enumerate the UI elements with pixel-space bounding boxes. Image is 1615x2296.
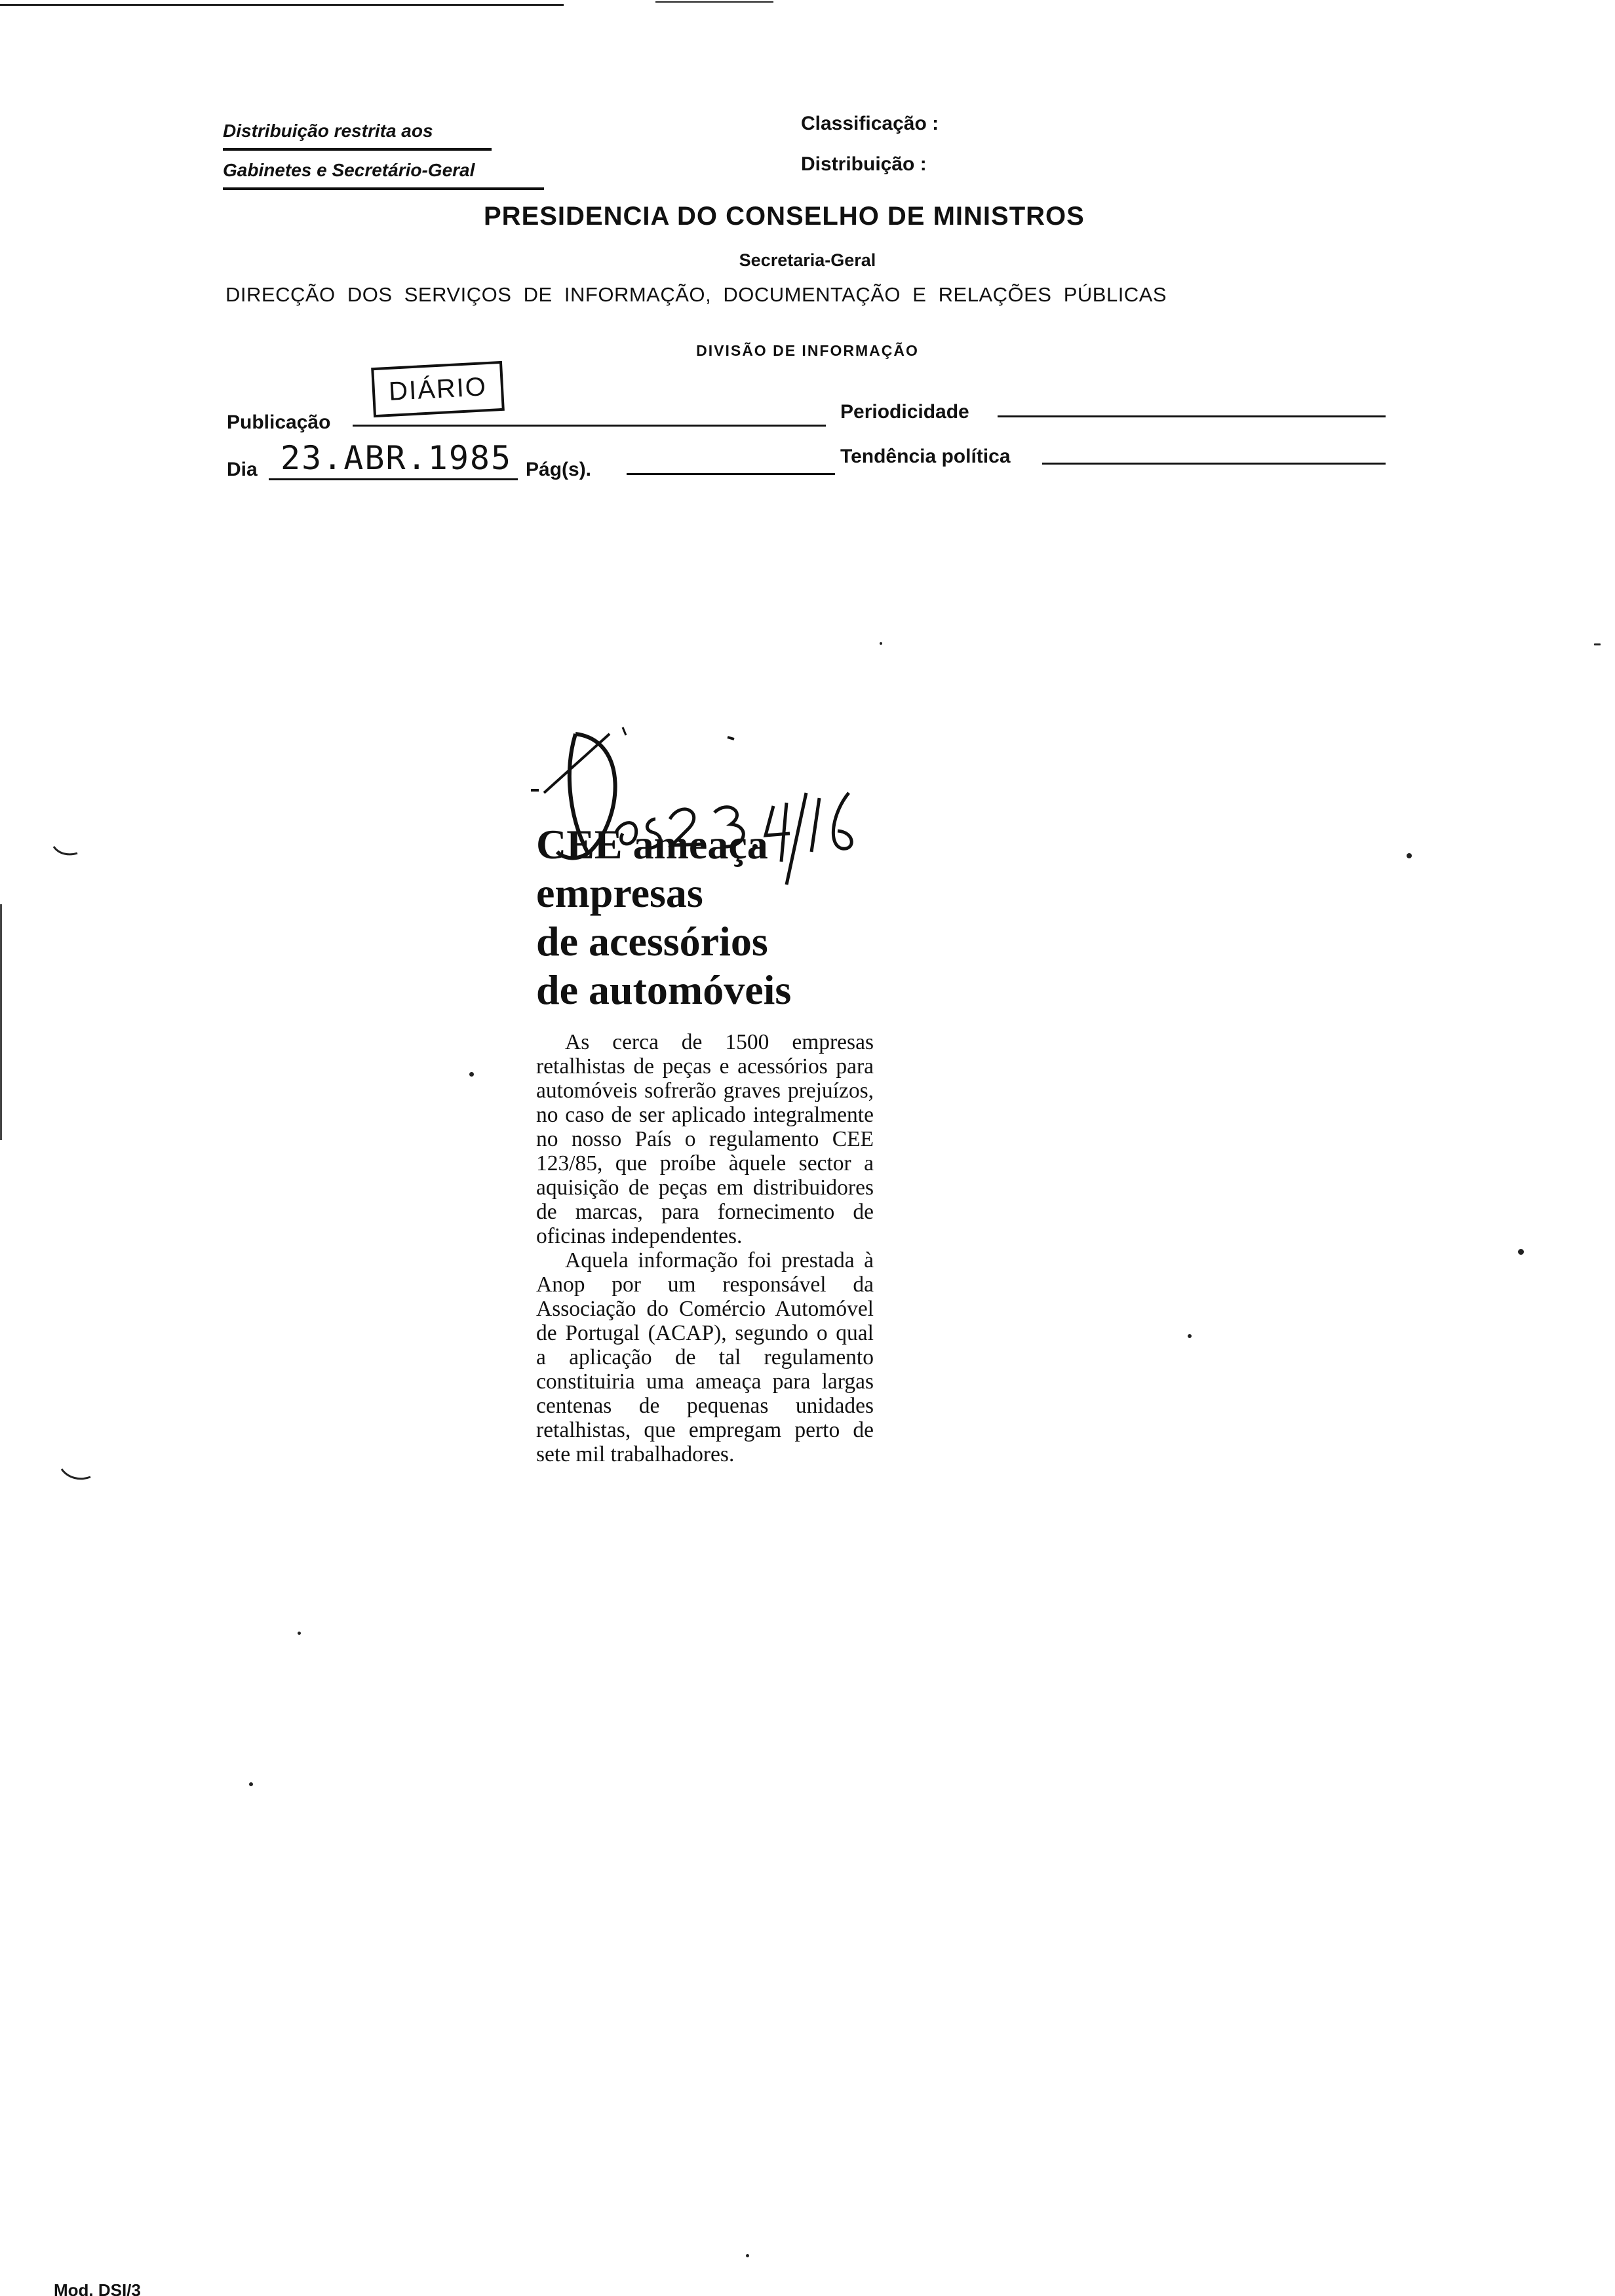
- restricted-underline-2: [223, 187, 544, 190]
- periodicity-field-line: [998, 415, 1386, 417]
- scan-speck: [1188, 1334, 1192, 1338]
- scan-line-top-right: [655, 1, 773, 3]
- article-headline-line3: de acessórios: [536, 918, 768, 965]
- publication-field-line: [353, 425, 826, 427]
- scan-speck: [1518, 1249, 1524, 1255]
- article-headline: [536, 820, 995, 1014]
- classification-label: Classificação :: [801, 113, 939, 134]
- institution-title: PRESIDENCIA DO CONSELHO DE MINISTROS: [484, 202, 1085, 231]
- secretariat-subtitle: Secretaria-Geral: [739, 250, 876, 270]
- restricted-distribution-line1: Distribuição restrita aos: [223, 121, 433, 141]
- pages-field-line: [627, 473, 835, 475]
- direction-line: DIRECÇÃO DOS SERVIÇOS DE INFORMAÇÃO, DOCUMENTAÇÃO E RELAÇÕES PÚBLICAS: [225, 283, 1167, 306]
- political-tendency-field-line: [1042, 463, 1386, 465]
- scan-speck: [469, 1072, 474, 1077]
- scan-mark-arc: [60, 1468, 92, 1483]
- article-headline-line2: empresas: [536, 870, 703, 916]
- publication-stamp: DIÁRIO: [371, 361, 505, 417]
- day-value: 23.ABR.1985: [281, 439, 513, 477]
- restricted-underline-1: [223, 148, 492, 151]
- scan-edge-left: [0, 904, 2, 1140]
- scan-speck: [880, 642, 882, 645]
- restricted-distribution-line2: Gabinetes e Secretário-Geral: [223, 160, 475, 180]
- scan-speck: [1407, 853, 1412, 858]
- scan-speck: [249, 1782, 253, 1786]
- scan-mark-arc: [52, 845, 79, 858]
- pages-label: Pág(s).: [526, 459, 592, 480]
- article-paragraph-2: Aquela informação foi prestada à Anop por um responsável da Associação do Comércio Automóvel de Portugal (ACAP), segundo o qual a aplicação de tal regulamento constituiria uma ameaça para largas centenas de pequenas unidades retalhistas, que empregam perto de sete mil trabalhadores.: [536, 1248, 874, 1466]
- scan-speck: [298, 1632, 301, 1635]
- article-body: [536, 1030, 874, 1466]
- division-title: DIVISÃO DE INFORMAÇÃO: [696, 342, 919, 359]
- scan-speck: [746, 2254, 749, 2257]
- scan-line-top: [0, 4, 564, 6]
- article-paragraph-1: As cerca de 1500 empresas retalhistas de peças e acessórios para automóveis sofrerão graves prejuízos, no caso de ser aplicado integralmente no nosso País o regulamento CEE 123/85, que proíbe àquele sector a aquisição de peças em distribuidores de marcas, para fornecimento de oficinas independentes.: [536, 1030, 874, 1248]
- scan-speck: [1594, 643, 1601, 645]
- publication-label: Publicação: [227, 411, 331, 433]
- day-label: Dia: [227, 459, 258, 480]
- article-headline-line4: de automóveis: [536, 966, 792, 1013]
- periodicity-label: Periodicidade: [840, 401, 969, 423]
- political-tendency-label: Tendência política: [840, 446, 1011, 467]
- form-code: Mod. DSI/3: [54, 2284, 141, 2296]
- distribution-label: Distribuição :: [801, 153, 927, 175]
- day-field-line: [269, 478, 518, 480]
- article-headline-line1: CEE ameaça: [536, 821, 768, 868]
